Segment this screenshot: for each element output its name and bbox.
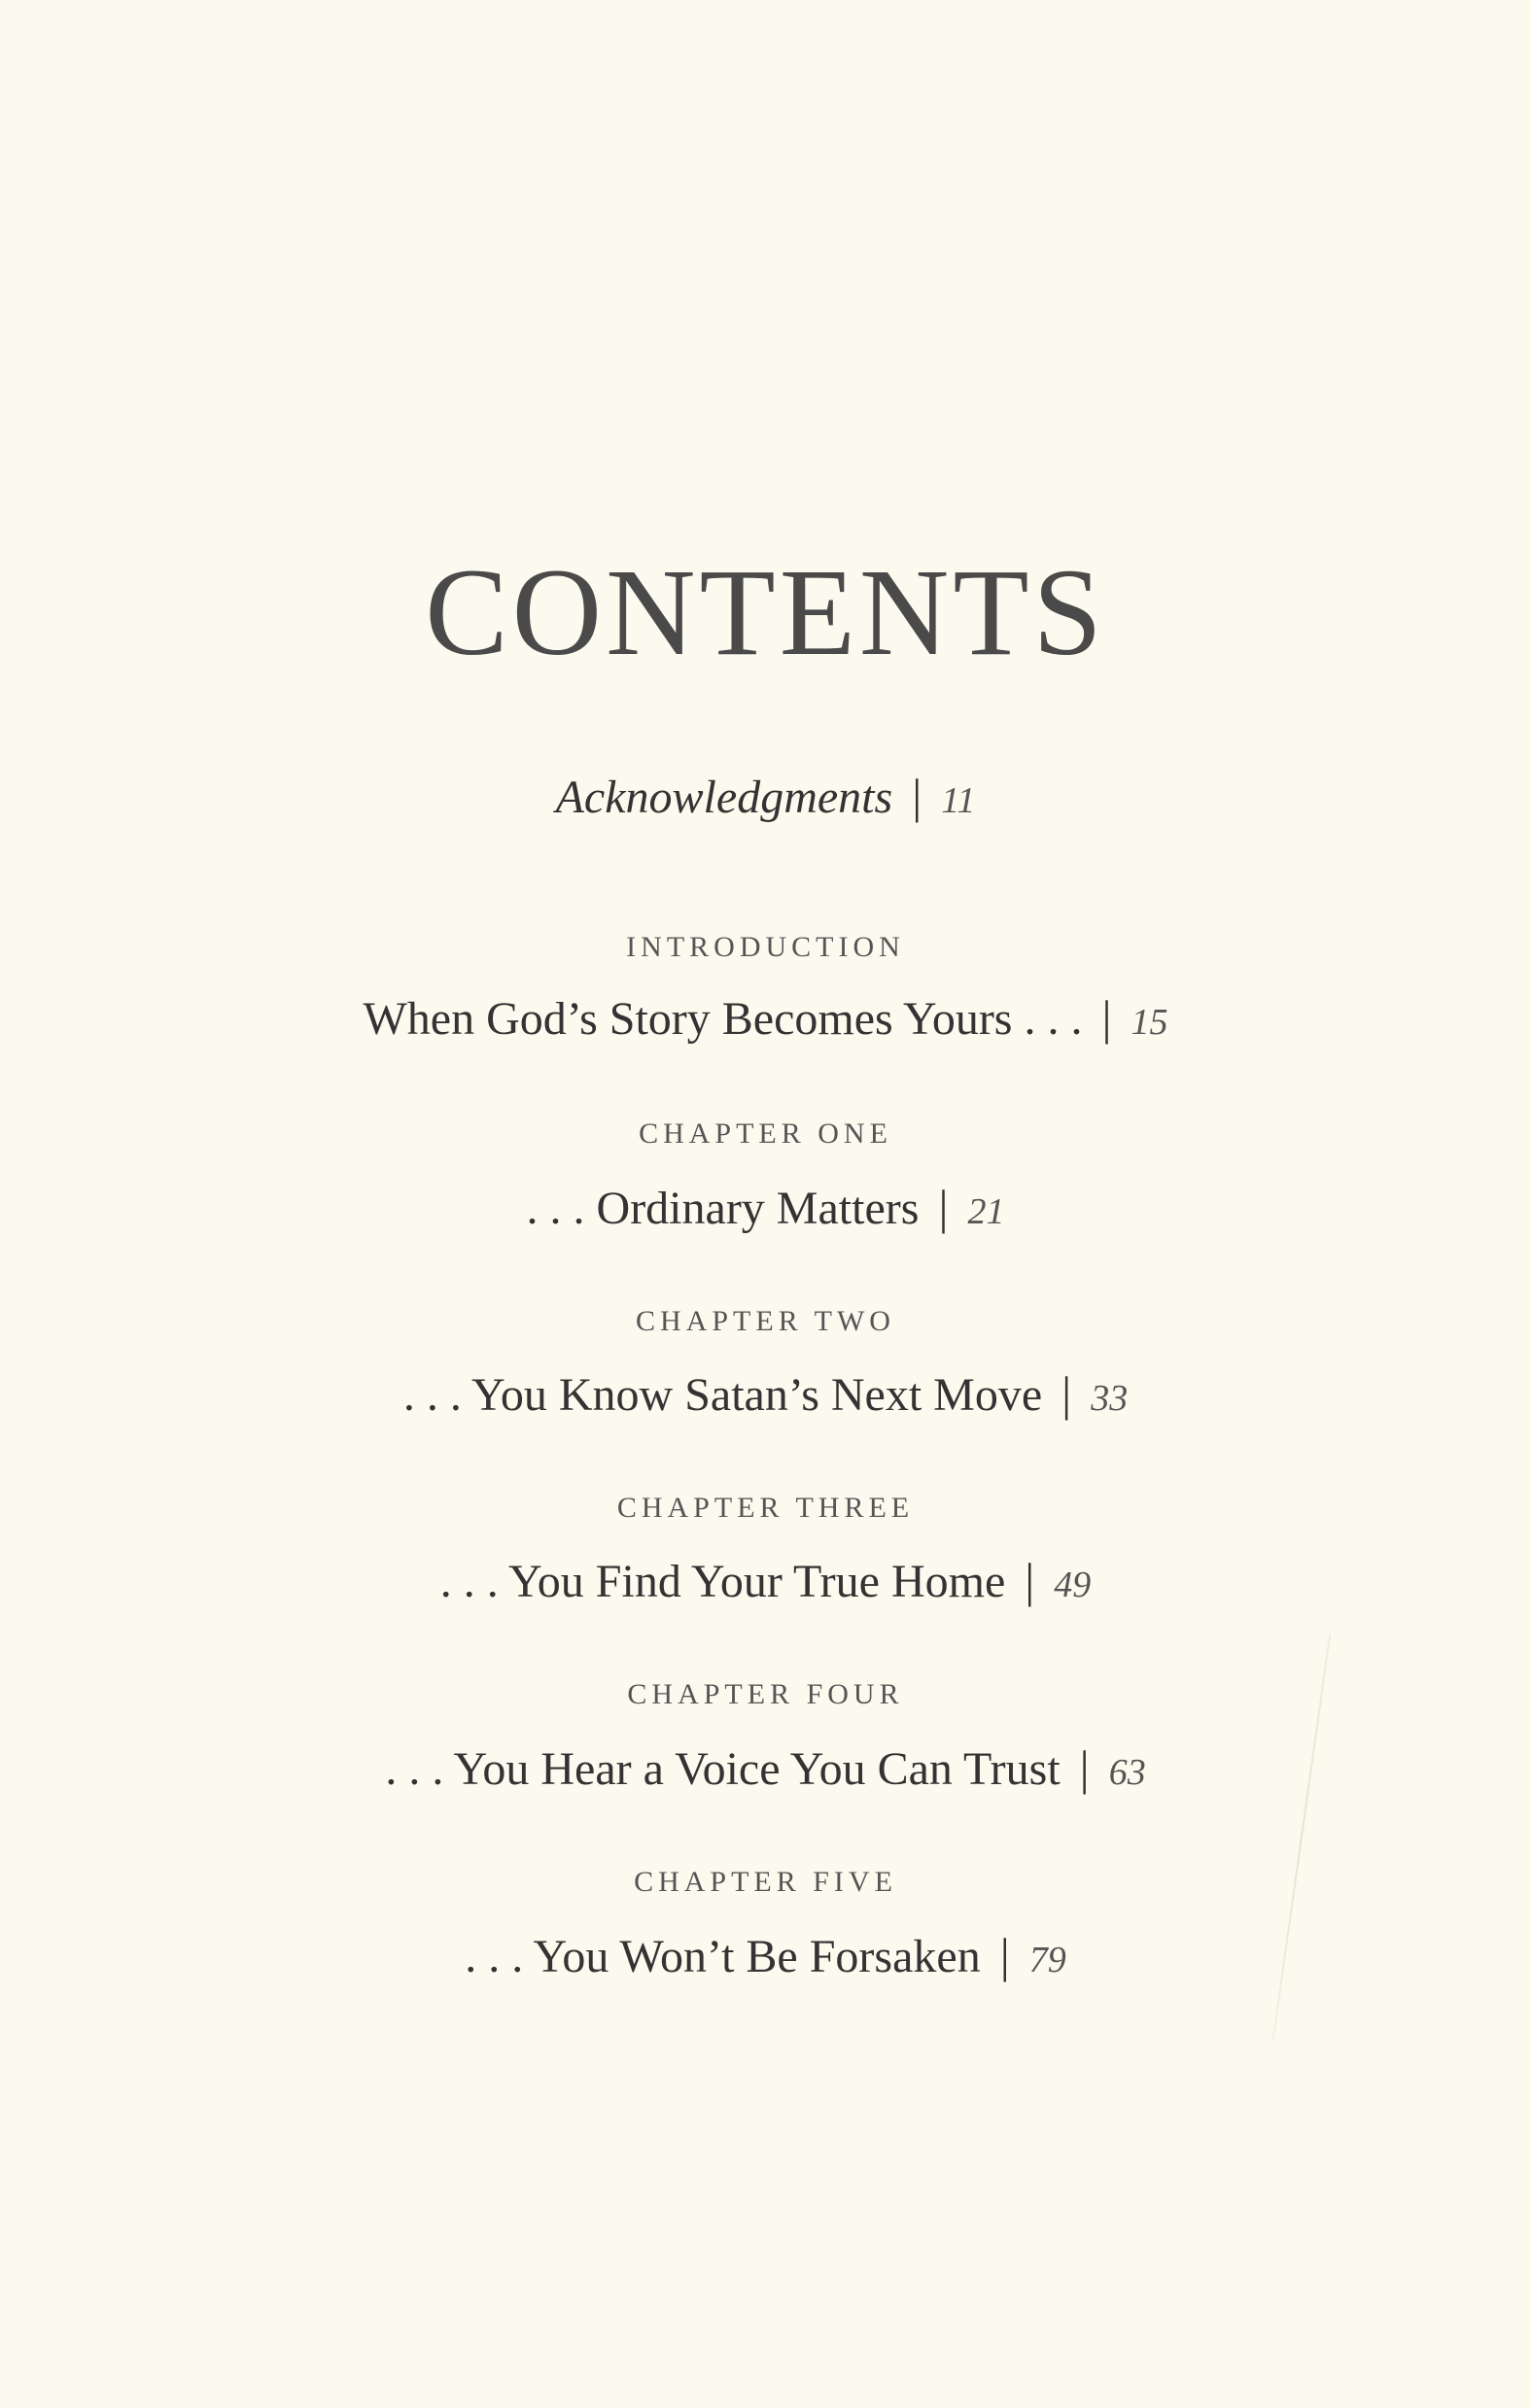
toc-label-chapter-one: CHAPTER ONE xyxy=(639,1118,892,1150)
toc-entry-chapter-five[interactable] xyxy=(0,1927,1531,1983)
toc-entry-title: . . . Ordinary Matters xyxy=(526,1183,920,1234)
toc-entry-chapter-three[interactable] xyxy=(0,1552,1531,1608)
toc-separator: | xyxy=(1025,1553,1035,1607)
toc-entry-title: . . . You Hear a Voice You Can Trust xyxy=(385,1743,1061,1795)
toc-separator: | xyxy=(999,1928,1010,1982)
toc-page-number: 33 xyxy=(1091,1378,1129,1419)
page-title: CONTENTS xyxy=(425,542,1106,681)
toc-entry-title: When God’s Story Becomes Yours . . . xyxy=(363,993,1083,1045)
toc-label-chapter-four: CHAPTER FOUR xyxy=(627,1678,904,1710)
toc-label-chapter-five: CHAPTER FIVE xyxy=(634,1866,897,1898)
toc-entry-chapter-two[interactable] xyxy=(0,1365,1531,1422)
toc-entry-title: . . . You Won’t Be Forsaken xyxy=(465,1931,981,1982)
toc-entry-title: . . . You Know Satan’s Next Move xyxy=(402,1369,1043,1421)
toc-page-number: 15 xyxy=(1131,1002,1168,1043)
toc-page-number: 63 xyxy=(1108,1752,1146,1793)
toc-entry-chapter-four[interactable] xyxy=(0,1739,1531,1796)
toc-separator: | xyxy=(1061,1366,1072,1421)
toc-separator: | xyxy=(1101,990,1112,1045)
toc-entry-acknowledgments[interactable] xyxy=(0,768,1531,824)
toc-entry-introduction[interactable] xyxy=(0,989,1531,1046)
toc-entry-title: Acknowledgments xyxy=(555,772,893,823)
toc-label-introduction: INTRODUCTION xyxy=(626,931,905,963)
toc-page-number: 21 xyxy=(967,1191,1005,1232)
toc-page-number: 11 xyxy=(941,780,976,821)
toc-label-chapter-two: CHAPTER TWO xyxy=(636,1305,895,1337)
toc-separator: | xyxy=(912,769,922,823)
toc-label-chapter-three: CHAPTER THREE xyxy=(616,1492,915,1524)
toc-entry-title: . . . You Find Your True Home xyxy=(439,1556,1006,1607)
toc-page-number: 49 xyxy=(1054,1565,1092,1605)
toc-separator: | xyxy=(1079,1740,1090,1795)
toc-entry-chapter-one[interactable] xyxy=(0,1179,1531,1235)
toc-page-number: 79 xyxy=(1028,1940,1066,1980)
toc-separator: | xyxy=(938,1180,949,1234)
